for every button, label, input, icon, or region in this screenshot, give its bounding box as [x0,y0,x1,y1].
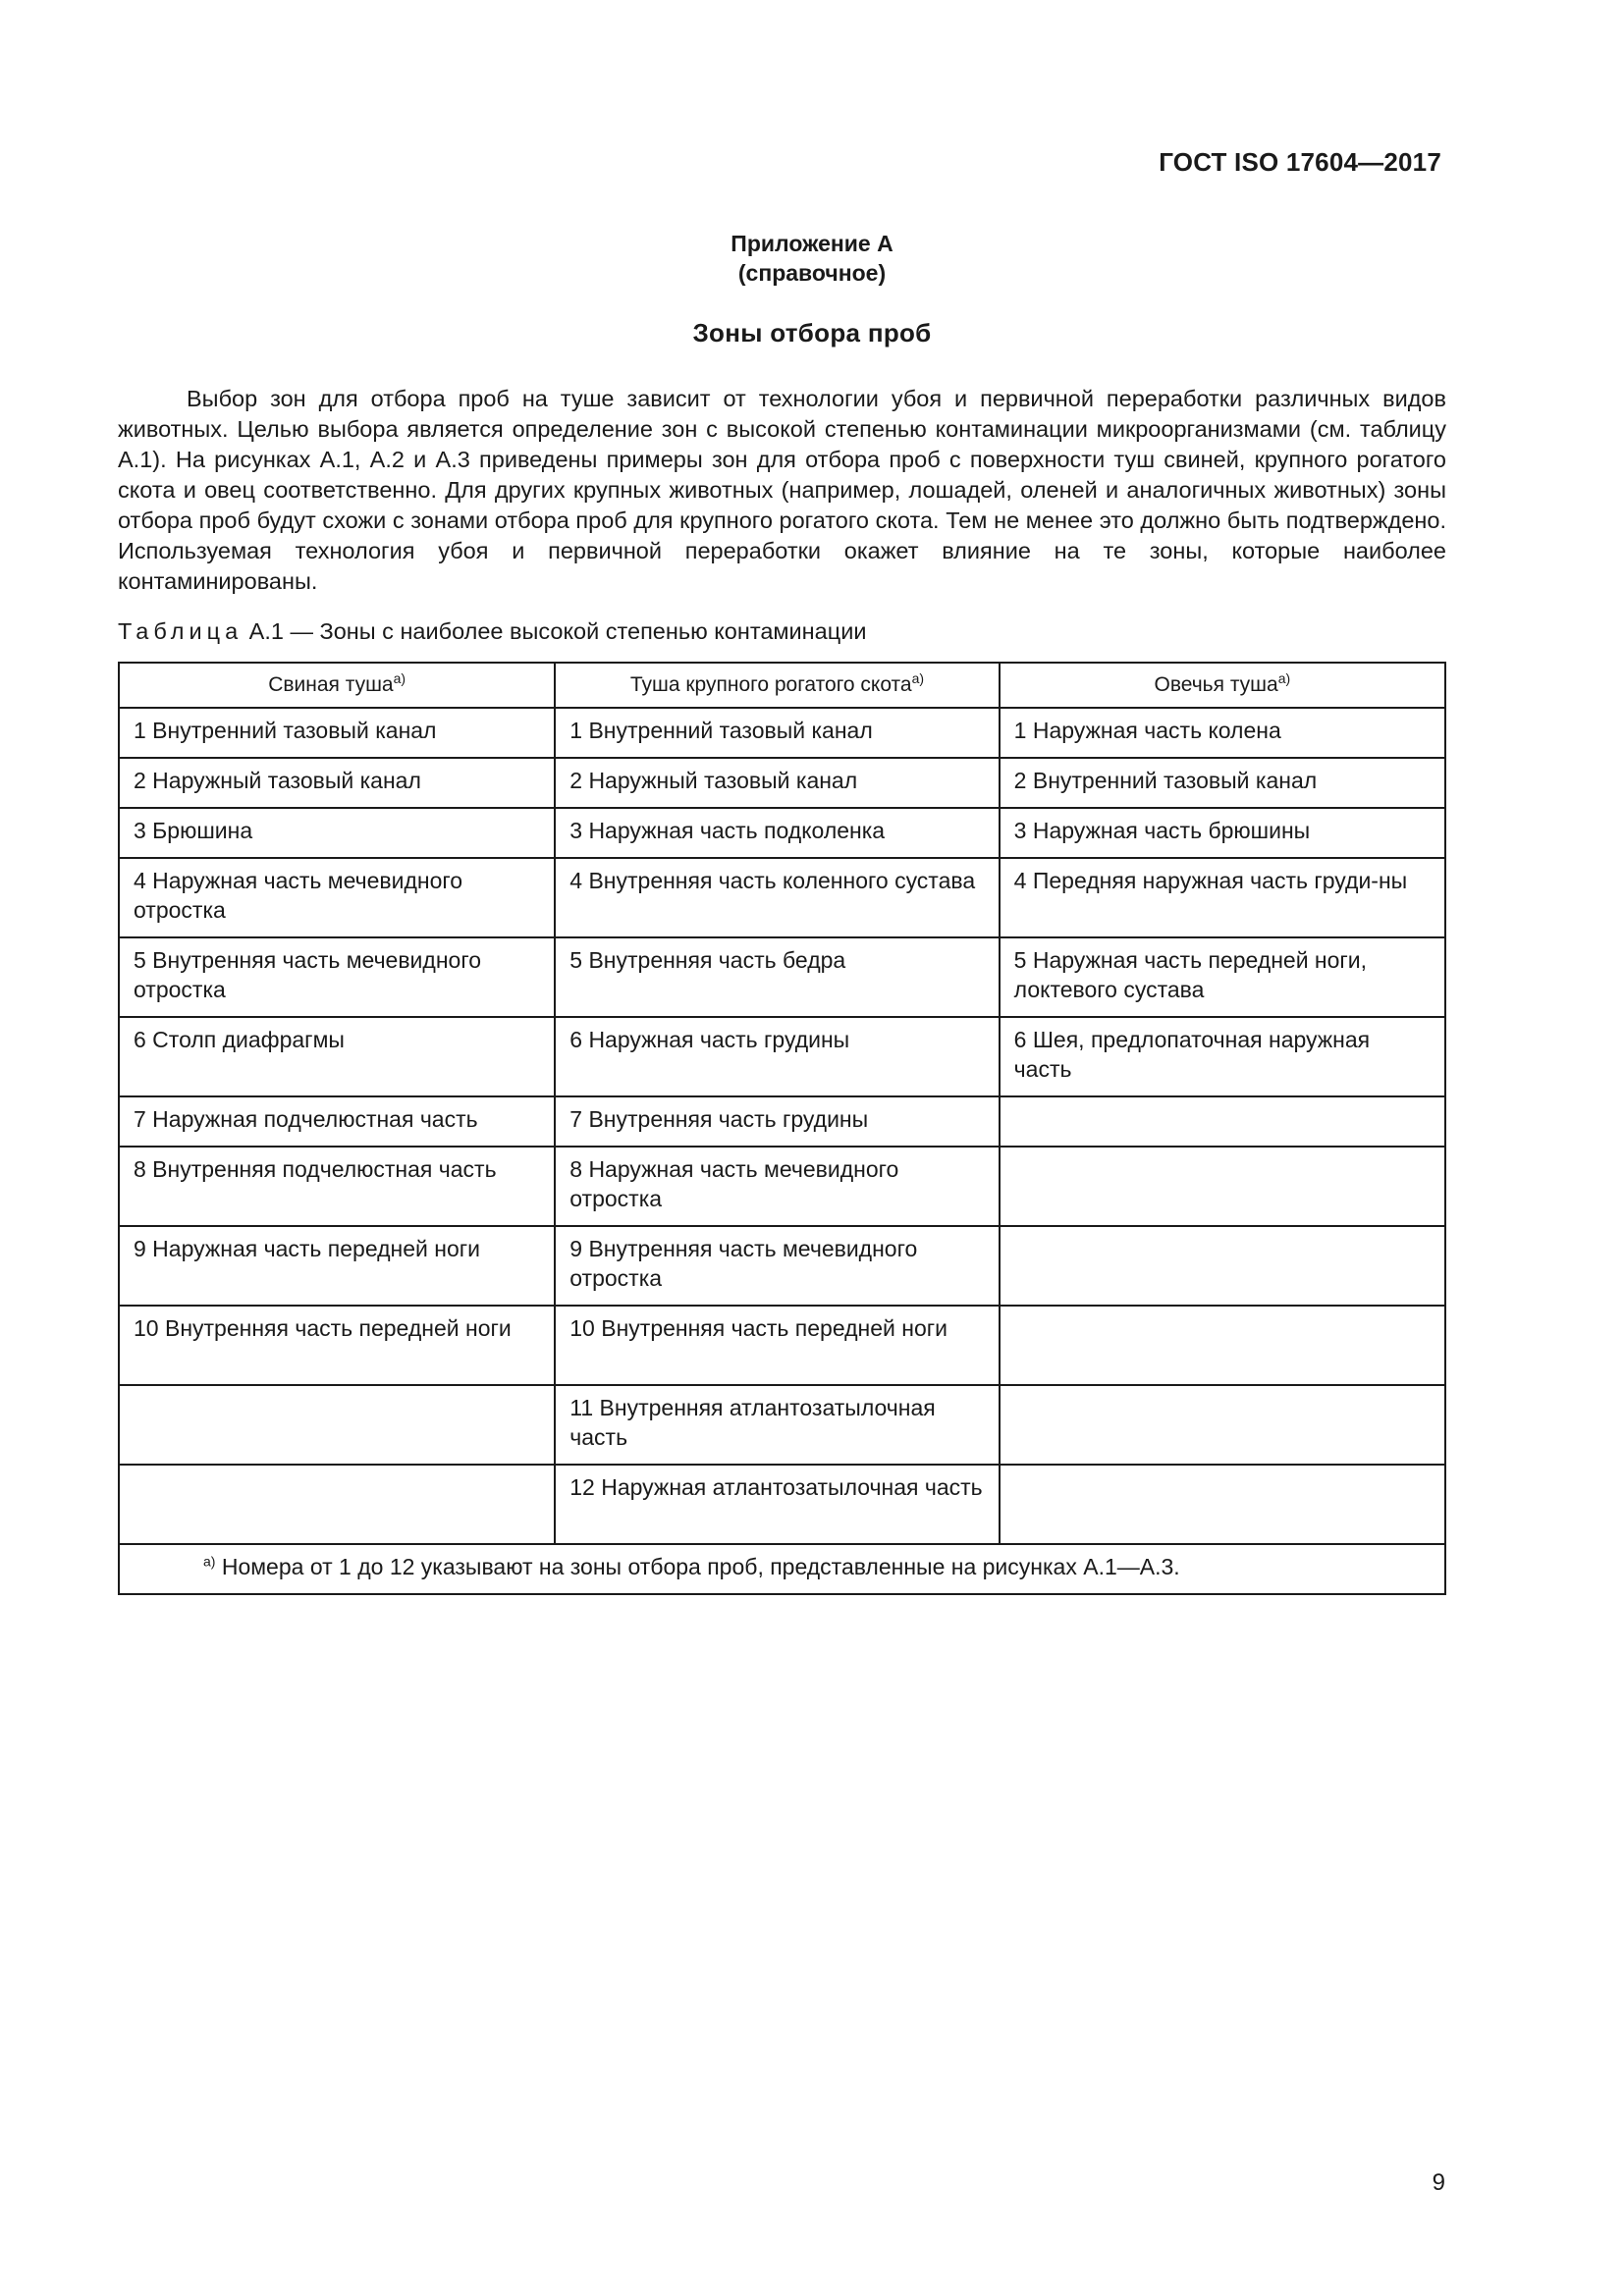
table-cell: 3 Брюшина [119,808,555,858]
annex-title: Приложение А [731,231,893,256]
table-cell: 7 Наружная подчелюстная часть [119,1096,555,1147]
table-row [119,1147,1445,1226]
section-title: Зоны отбора проб [692,318,932,347]
header-sheep-carcass [1000,663,1445,708]
table-cell [1000,1226,1445,1306]
table-cell: 4 Передняя наружная часть груди-ны [1000,858,1445,937]
table-cell: 6 Наружная часть грудины [555,1017,999,1096]
table-cell [1000,1096,1445,1147]
table-row [119,758,1445,808]
header-pig-carcass [119,663,555,708]
footnote-text: Номера от 1 до 12 указывают на зоны отбора проб, представленные на рисунках А.1—А.3. [215,1554,1180,1579]
zones-table [118,662,1446,1595]
table-cell: 3 Наружная часть брюшины [1000,808,1445,858]
table-cell: 6 Шея, предлопаточная наружная часть [1000,1017,1445,1096]
table-cell: 10 Внутренняя часть передней ноги [119,1306,555,1385]
table-cell: 1 Внутренний тазовый канал [119,708,555,758]
table-cell: 1 Наружная часть колена [1000,708,1445,758]
table-caption-text: А.1 — Зоны с наиболее высокой степенью контаминации [243,618,867,644]
table-cell: 4 Внутренняя часть коленного сустава [555,858,999,937]
header-cattle-carcass [555,663,999,708]
table-header-row [119,663,1445,708]
header-label: Туша крупного рогатого скота [629,673,912,696]
footnote-mark: а) [203,1553,216,1570]
table-cell: 9 Наружная часть передней ноги [119,1226,555,1306]
table-row [119,1096,1445,1147]
table-cell [1000,1385,1445,1465]
table-row [119,808,1445,858]
footnote-mark: а) [911,670,925,686]
table-cell [1000,1306,1445,1385]
table-cell: 7 Внутренняя часть грудины [555,1096,999,1147]
table-cell: 8 Внутренняя подчелюстная часть [119,1147,555,1226]
table-footnote-row [119,1544,1445,1594]
table-row [119,937,1445,1017]
table-cell: 10 Внутренняя часть передней ноги [555,1306,999,1385]
table-cell: 3 Наружная часть подколенка [555,808,999,858]
table-cell [119,1385,555,1465]
document-code: ГОСТ ISO 17604—2017 [1159,147,1441,177]
page-number: 9 [1432,2169,1445,2196]
table-cell: 11 Внутренняя атлантозатылочная часть [555,1385,999,1465]
table-cell: 5 Внутренняя часть бедра [555,937,999,1017]
table-row [119,1017,1445,1096]
table-cell: 2 Внутренний тазовый канал [1000,758,1445,808]
table-cell: 2 Наружный тазовый канал [119,758,555,808]
table-cell: 5 Наружная часть передней ноги, локтевого сустава [1000,937,1445,1017]
header-label: Овечья туша [1154,673,1278,696]
table-row [119,1306,1445,1385]
table-row [119,1226,1445,1306]
intro-paragraph: Выбор зон для отбора проб на туше зависит от технологии убоя и первичной переработки различных видов животных. Целью выбора является определение зон с высокой степенью контаминации микроорганизмами (см. таблицу А.1). На рисунках А.1, А.2 и А.3 приведены примеры зон для отбора проб с поверхности туш свиней, крупного рогатого скота и овец соответственно. Для других крупных животных (например, лошадей, оленей и аналогичных животных) зоны отбора проб будут схожи с зонами отбора проб для крупного рогатого скота. Тем не менее это должно быть подтверждено. Используемая технология убоя и первичной переработки окажет влияние на те зоны, которые наиболее контаминированы. [118,386,1446,594]
footnote-mark: а) [1277,670,1291,686]
table-cell [1000,1465,1445,1544]
header-label: Свиная туша [268,673,394,696]
table-cell: 4 Наружная часть мечевидного отростка [119,858,555,937]
table-footnote [119,1544,1445,1594]
footnote-mark: а) [393,670,406,686]
table-cell: 1 Внутренний тазовый канал [555,708,999,758]
annex-subtitle: (справочное) [737,260,887,286]
table-cell [119,1465,555,1544]
table-row [119,708,1445,758]
table-row [119,1385,1445,1465]
table-caption-prefix: Таблица [118,618,244,644]
table-cell: 12 Наружная атлантозатылочная часть [555,1465,999,1544]
table-cell: 9 Внутренняя часть мечевидного отростка [555,1226,999,1306]
table-cell [1000,1147,1445,1226]
table-cell: 6 Столп диафрагмы [119,1017,555,1096]
table-cell: 8 Наружная часть мечевидного отростка [555,1147,999,1226]
table-row [119,858,1445,937]
table-cell: 5 Внутренняя часть мечевидного отростка [119,937,555,1017]
table-row [119,1465,1445,1544]
table-caption [118,618,866,645]
table-cell: 2 Наружный тазовый канал [555,758,999,808]
